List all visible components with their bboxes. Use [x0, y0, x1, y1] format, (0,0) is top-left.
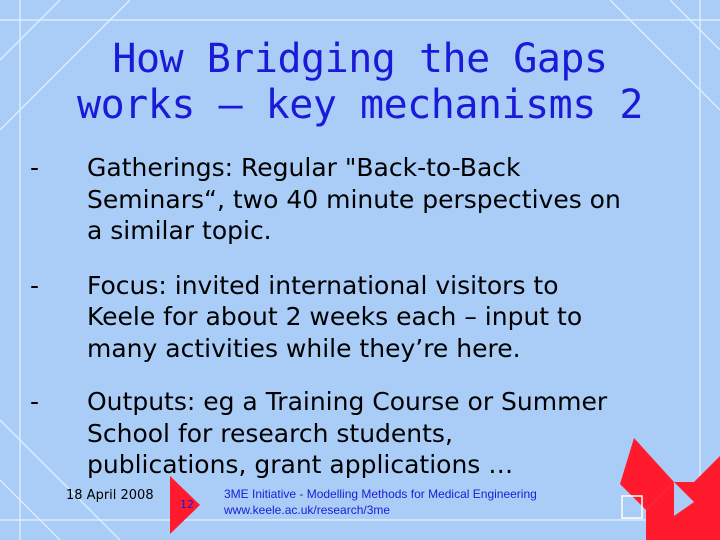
bullet-line: a similar topic.: [87, 216, 272, 245]
bullet-gatherings: [30, 152, 690, 247]
page-number: 12: [180, 498, 194, 511]
bullet-line: Focus: invited international visitors to: [87, 270, 559, 300]
bullet-marker: -: [30, 153, 40, 182]
bullet-line: Keele for about 2 weeks each – input to: [87, 302, 583, 331]
bullet-line: Seminars“, two 40 minute perspectives on: [87, 184, 621, 214]
bullet-line: School for research students,: [87, 418, 453, 448]
title-line-1: How Bridging the Gaps: [112, 36, 608, 82]
bullet-list: [30, 152, 690, 504]
slide-title: [40, 36, 680, 128]
bullet-marker: -: [30, 387, 40, 416]
footer-date: 18 April 2008: [66, 488, 154, 503]
footer-org-name: 3ME Initiative - Modelling Methods for Medical Engineering: [224, 487, 537, 501]
bullet-line: many activities while they’re here.: [87, 333, 521, 363]
bullet-focus: [30, 270, 690, 365]
bullet-outputs: [30, 386, 690, 481]
title-line-2: works – key mechanisms 2: [77, 82, 643, 128]
footer-org-url: www.keele.ac.uk/research/3me: [224, 503, 391, 517]
bullet-line: publications, grant applications …: [87, 450, 514, 479]
bullet-line: Gatherings: Regular "Back-to-Back: [87, 153, 521, 182]
bullet-line: Outputs: eg a Training Course or Summer: [87, 387, 608, 416]
footer-organization: [224, 486, 604, 518]
bullet-marker: -: [30, 270, 40, 300]
corner-tangram-decoration: [600, 420, 720, 540]
